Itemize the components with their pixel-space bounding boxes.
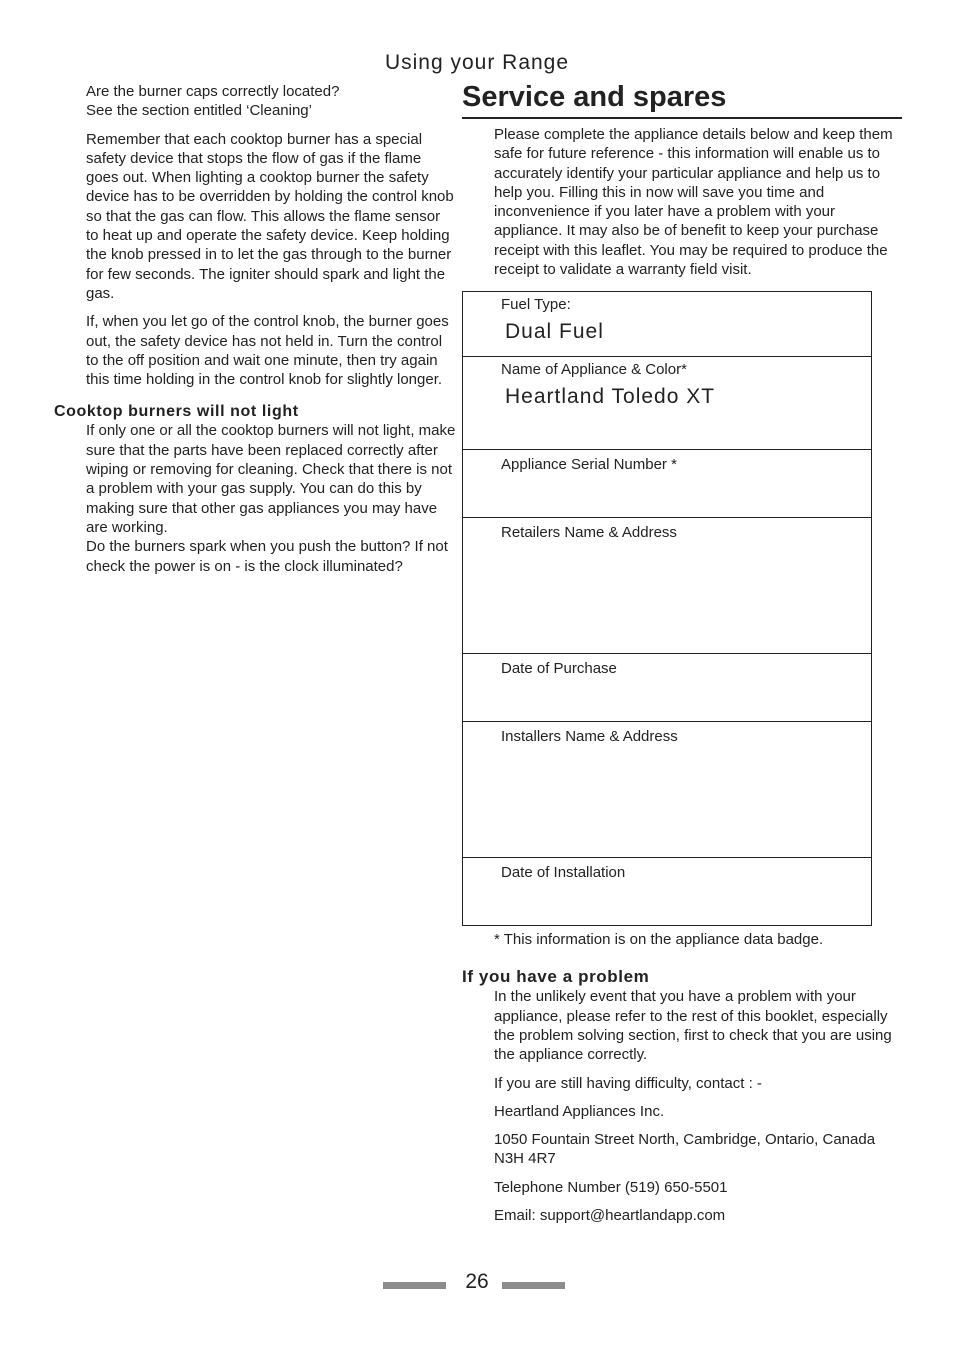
retailer-field[interactable] xyxy=(463,518,871,654)
left-column xyxy=(54,82,456,585)
field-label: Date of Installation xyxy=(501,864,626,882)
telephone-number: Telephone Number (519) 650-5501 xyxy=(494,1178,728,1196)
field-label: Name of Appliance & Color* xyxy=(501,361,687,379)
burners-spark-text: Do the burners spark when you push the button? If not check the power is on - is the clock illuminated? xyxy=(86,538,448,575)
burners-not-lighting-text: If only one or all the cooktop burners will not light, make sure that the parts have been replaced correctly after wiping or removing for cleaning. Check that there is not a problem with your gas supply. You can do this by making sure that other gas appliances you may have are working. xyxy=(86,422,456,536)
intro-text: Please complete the appliance details below and keep them safe for future reference - this information will enable us to accurately identify your particular appliance and help us to help you. Filling this in now will save you time and inconvenience if you later have a problem with your appliance. It may also be of benefit to keep your purchase receipt with this leaflet. You may be required to produce the receipt to validate a warranty field visit. xyxy=(494,126,893,279)
installation-date-field[interactable] xyxy=(463,858,871,925)
support-email: Email: support@heartlandapp.com xyxy=(494,1207,726,1225)
field-label: Appliance Serial Number * xyxy=(501,456,677,474)
burner-caps-question: Are the burner caps correctly located? xyxy=(86,83,340,100)
contact-intro: If you are still having difficulty, contact : - xyxy=(494,1074,762,1092)
section-title: Service and spares xyxy=(462,80,902,119)
control-knob-text: If, when you let go of the control knob, the burner goes out, the safety device has not held in. Turn the control to the off position and wait one minute, then try again this time holding in the control knob for slightly longer. xyxy=(86,313,449,389)
problem-heading: If you have a problem xyxy=(462,967,650,987)
problem-text: In the unlikely event that you have a problem with your appliance, please refer to the rest of this booklet, especially the problem solving section, first to check that you are using the appliance correctly. xyxy=(494,988,892,1064)
installer-field[interactable] xyxy=(463,722,871,858)
serial-number-field[interactable] xyxy=(463,450,871,518)
cooktop-burners-heading: Cooktop burners will not light xyxy=(54,403,299,421)
cleaning-reference: See the section entitled ‘Cleaning’ xyxy=(86,102,312,120)
field-label: Retailers Name & Address xyxy=(501,524,677,542)
running-header: Using your Range xyxy=(384,51,570,74)
page-number-bar-right xyxy=(502,1282,565,1289)
appliance-details-form xyxy=(462,291,872,926)
field-label: Date of Purchase xyxy=(501,660,617,678)
data-badge-footnote: * This information is on the appliance data badge. xyxy=(494,931,824,949)
burner-caps-text xyxy=(86,82,456,121)
company-address: 1050 Fountain Street North, Cambridge, Ontario, Canada N3H 4R7 xyxy=(494,1131,876,1168)
safety-device-text: Remember that each cooktop burner has a special safety device that stops the flow of gas if the flame goes out. When lighting a cooktop burner the safety device has to be overridden by holding the control knob so that the gas can flow. This allows the flame sensor to heat up and operate the safety device. Keep holding the knob pressed in to let the gas through to the burner for few seconds. The igniter should spark and light the gas. xyxy=(86,130,454,302)
field-label: Installers Name & Address xyxy=(501,728,678,746)
purchase-date-field[interactable] xyxy=(463,654,871,722)
fuel-type-field[interactable] xyxy=(463,292,871,357)
field-value: Heartland Toledo XT xyxy=(505,385,716,409)
right-column xyxy=(462,80,902,1234)
field-label: Fuel Type: xyxy=(501,296,571,314)
appliance-name-field[interactable] xyxy=(463,357,871,450)
page-number: 26 xyxy=(465,1270,489,1293)
company-name: Heartland Appliances Inc. xyxy=(494,1102,665,1120)
field-value: Dual Fuel xyxy=(505,320,604,344)
